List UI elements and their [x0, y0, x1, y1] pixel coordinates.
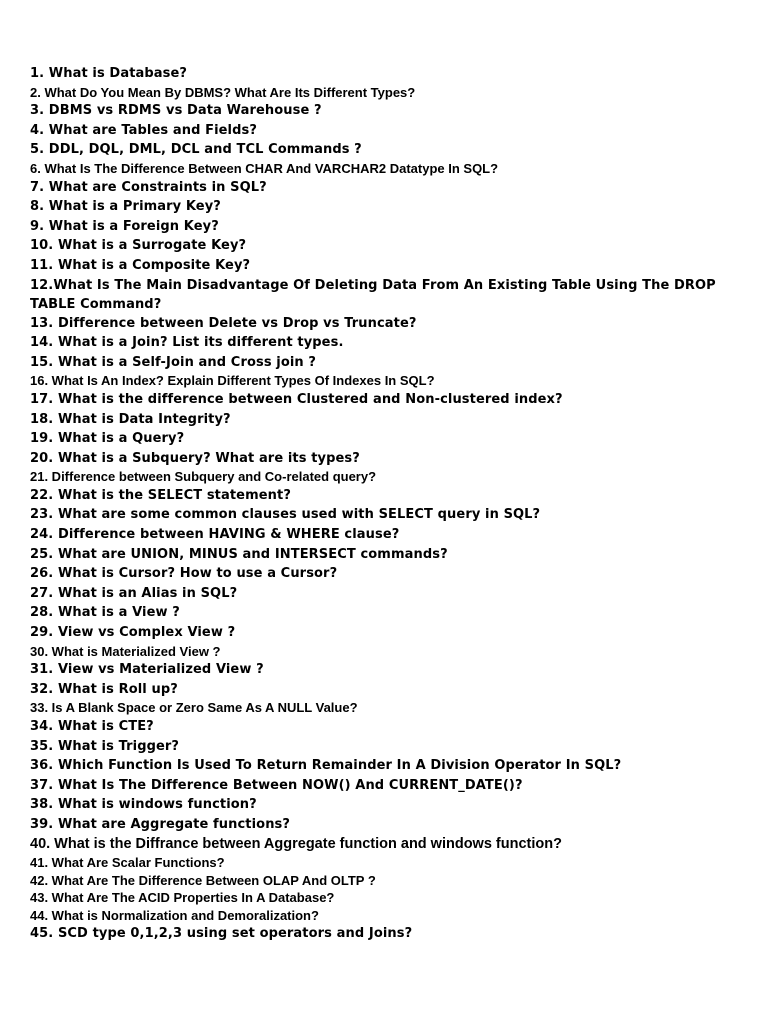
question-9: 9. What is a Foreign Key? — [30, 218, 219, 234]
question-33: 33. Is A Blank Space or Zero Same As A NULL Value? — [30, 700, 358, 716]
question-list — [30, 64, 742, 944]
question-25: 25. What are UNION, MINUS and INTERSECT commands? — [30, 546, 448, 562]
question-17: 17. What is the difference between Clustered and Non-clustered index? — [30, 391, 563, 407]
question-26: 26. What is Cursor? How to use a Cursor? — [30, 566, 338, 582]
question-44: 44. What is Normalization and Demoralization? — [30, 907, 319, 923]
question-18: 18. What is Data Integrity? — [30, 411, 231, 427]
question-15: 15. What is a Self-Join and Cross join ? — [30, 354, 317, 370]
question-3: 3. DBMS vs RDMS vs Data Warehouse ? — [30, 103, 322, 119]
question-14: 14. What is a Join? List its different types. — [30, 335, 344, 351]
question-1: 1. What is Database? — [30, 66, 188, 81]
question-27: 27. What is an Alias in SQL? — [30, 585, 238, 601]
question-6: 6. What Is The Difference Between CHAR And VARCHAR2 Datatype In SQL? — [30, 160, 499, 176]
question-16: 16. What Is An Index? Explain Different Types Of Indexes In SQL? — [30, 373, 435, 389]
question-11: 11. What is a Composite Key? — [30, 257, 251, 273]
question-7: 7. What are Constraints in SQL? — [30, 179, 267, 195]
question-36: 36. Which Function Is Used To Return Remainder In A Division Operator In SQL? — [30, 758, 622, 774]
question-30: 30. What is Materialized View ? — [30, 643, 221, 659]
question-8: 8. What is a Primary Key? — [30, 199, 221, 215]
question-20: 20. What is a Subquery? What are its types? — [30, 450, 360, 466]
question-37: 37. What Is The Difference Between NOW() And CURRENT_DATE()? — [30, 777, 523, 793]
question-29: 29. View vs Complex View ? — [30, 625, 236, 641]
question-31: 31. View vs Materialized View ? — [30, 662, 264, 678]
question-39: 39. What are Aggregate functions? — [30, 816, 291, 832]
question-40: 40. What is the Diffrance between Aggregate function and windows function? — [30, 835, 562, 852]
question-34: 34. What is CTE? — [30, 719, 154, 734]
question-5: 5. DDL, DQL, DML, DCL and TCL Commands ? — [30, 142, 362, 158]
question-24: 24. Difference between HAVING & WHERE clause? — [30, 527, 400, 543]
question-12: 12.What Is The Main Disadvantage Of Deleting Data From An Existing Table Using The DROP TABLE Command? — [30, 277, 716, 312]
question-19: 19. What is a Query? — [30, 431, 185, 447]
question-10: 10. What is a Surrogate Key? — [30, 238, 247, 254]
question-42: 42. What Are The Difference Between OLAP And OLTP ? — [30, 872, 376, 888]
question-22: 22. What is the SELECT statement? — [30, 487, 291, 503]
question-45: 45. SCD type 0,1,2,3 using set operators and Joins? — [30, 926, 413, 942]
question-23: 23. What are some common clauses used with SELECT query in SQL? — [30, 507, 541, 523]
question-38: 38. What is windows function? — [30, 797, 257, 813]
question-41: 41. What Are Scalar Functions? — [30, 855, 225, 871]
question-35: 35. What is Trigger? — [30, 738, 180, 754]
question-32: 32. What is Roll up? — [30, 681, 178, 697]
question-4: 4. What are Tables and Fields? — [30, 122, 258, 138]
question-13: 13. Difference between Delete vs Drop vs Truncate? — [30, 315, 417, 331]
question-43: 43. What Are The ACID Properties In A Database? — [30, 890, 335, 906]
question-28: 28. What is a View ? — [30, 605, 180, 621]
question-2: 2. What Do You Mean By DBMS? What Are Its Different Types? — [30, 84, 416, 100]
question-21: 21. Difference between Subquery and Co-related query? — [30, 469, 377, 485]
